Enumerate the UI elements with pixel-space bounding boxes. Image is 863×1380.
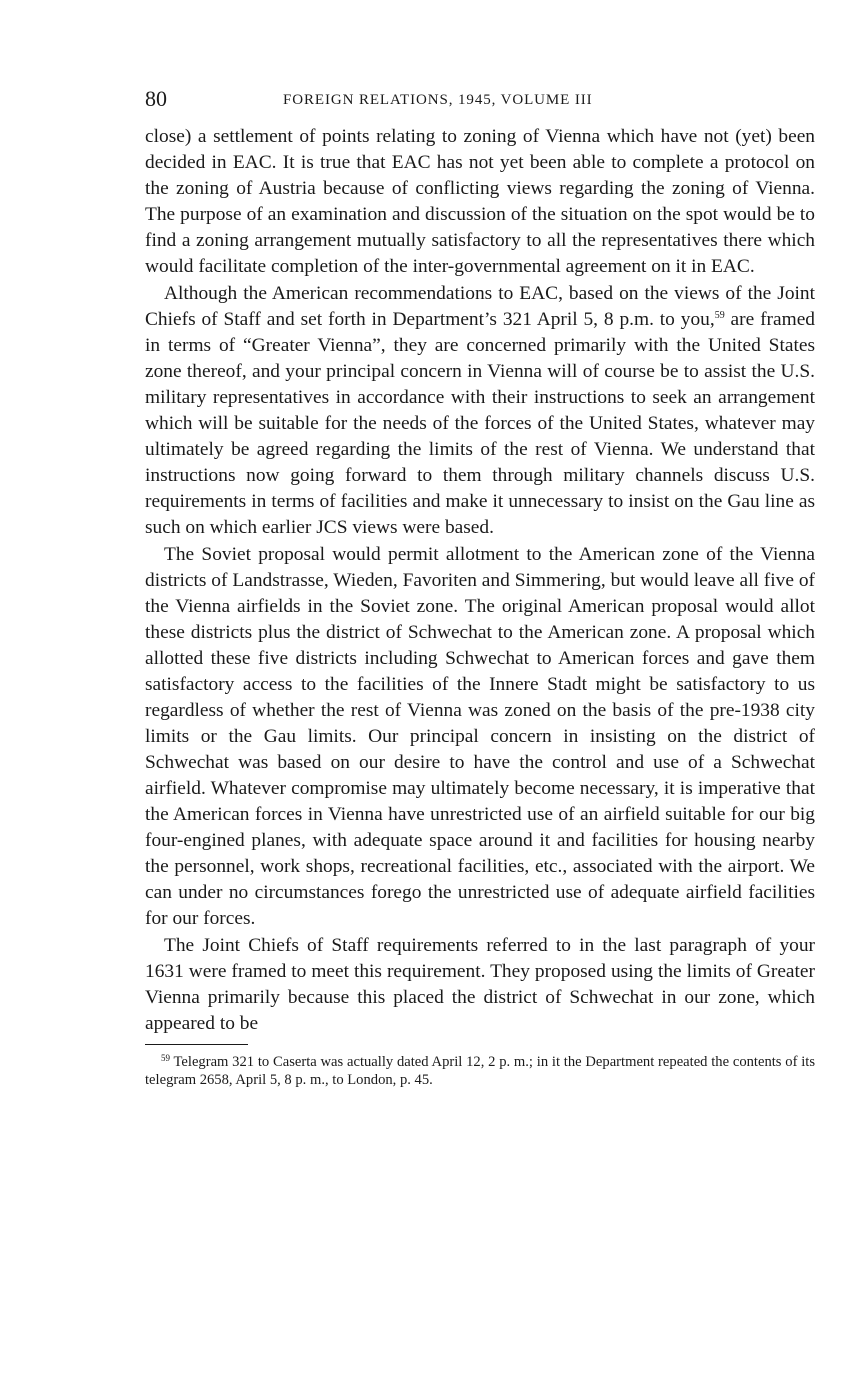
footnote-divider [145,1044,248,1045]
footnote-text: Telegram 321 to Caserta was actually dated April 12, 2 p. m.; in it the Department repeated the contents of its telegram 2658, April 5, 8 p. m., to London, p. 45. [145,1054,815,1088]
paragraph-2-text-before: Although the American recommendations to EAC, based on the views of the Joint Chiefs of Staff and set forth in Department’s 321 April 5, 8 p.m. to you, [145,283,815,330]
paragraph-3: The Soviet proposal would permit allotment to the American zone of the Vienna districts of Landstrasse, Wieden, Favoriten and Simmering, but would leave all five of the Vienna airfields in the Soviet zone. The original American proposal would allot these districts plus the district of Schwechat to the American zone. A proposal which allotted these five districts including Schwechat to American forces and gave them satisfactory access to the facilities of the Innere Stadt might be satisfactory to us regardless of whether the rest of Vienna was zoned on the basis of the pre-1938 city limits or the Gau limits. Our principal concern in insisting on the district of Schwechat was based on our desire to have the control and use of a Schwechat airfield. Whatever compromise may ultimately become necessary, it is imperative that the American forces in Vienna have unrestricted use of an airfield suitable for our big four-engined planes, with adequate space around it and facilities for housing nearby the personnel, work shops, recreational facilities, etc., associated with the airport. We can under no circumstances forego the unrestricted use of adequate airfield facilities for our forces. [145,544,815,929]
footnote-number: 59 [161,1053,170,1063]
paragraph-1: close) a settlement of points relating to zoning of Vienna which have not (yet) been decided in EAC. It is true that EAC has not yet been able to complete a protocol on the zoning of Austria because of conflicting views regarding the zoning of Vienna. The purpose of an examination and discussion of the situation on the spot would be to find a zoning arrangement mutually satisfactory to all the representatives there which would facilitate completion of the inter-governmental agreement on it in EAC. [145,126,815,277]
running-head [145,86,815,116]
footnote-reference-59: 59 [714,310,725,321]
paragraph-2 [145,281,815,541]
footnote [145,1053,815,1089]
document-page [145,86,815,1089]
page-number: 80 [145,86,167,111]
paragraph-4: The Joint Chiefs of Staff requirements referred to in the last paragraph of your 1631 were framed to meet this requirement. They proposed using the limits of Greater Vienna primarily because this placed the district of Schwechat in our zone, which appeared to be [145,935,815,1034]
body-text [145,124,815,1037]
running-title: FOREIGN RELATIONS, 1945, VOLUME III [283,92,593,108]
paragraph-2-text-after: are framed in terms of “Greater Vienna”, they are concerned primarily with the United States zone thereof, and your principal concern in Vienna will of course be to assist the U.S. military representatives in accordance with their instructions to seek an arrangement which will be suitable for the needs of the forces of the United States, whatever may ultimately be agreed regarding the limits of the rest of Vienna. We understand that instructions now going forward to them through military channels discuss U.S. requirements in terms of facilities and make it unnecessary to insist on the Gau line as such on which earlier JCS views were based. [145,309,815,538]
